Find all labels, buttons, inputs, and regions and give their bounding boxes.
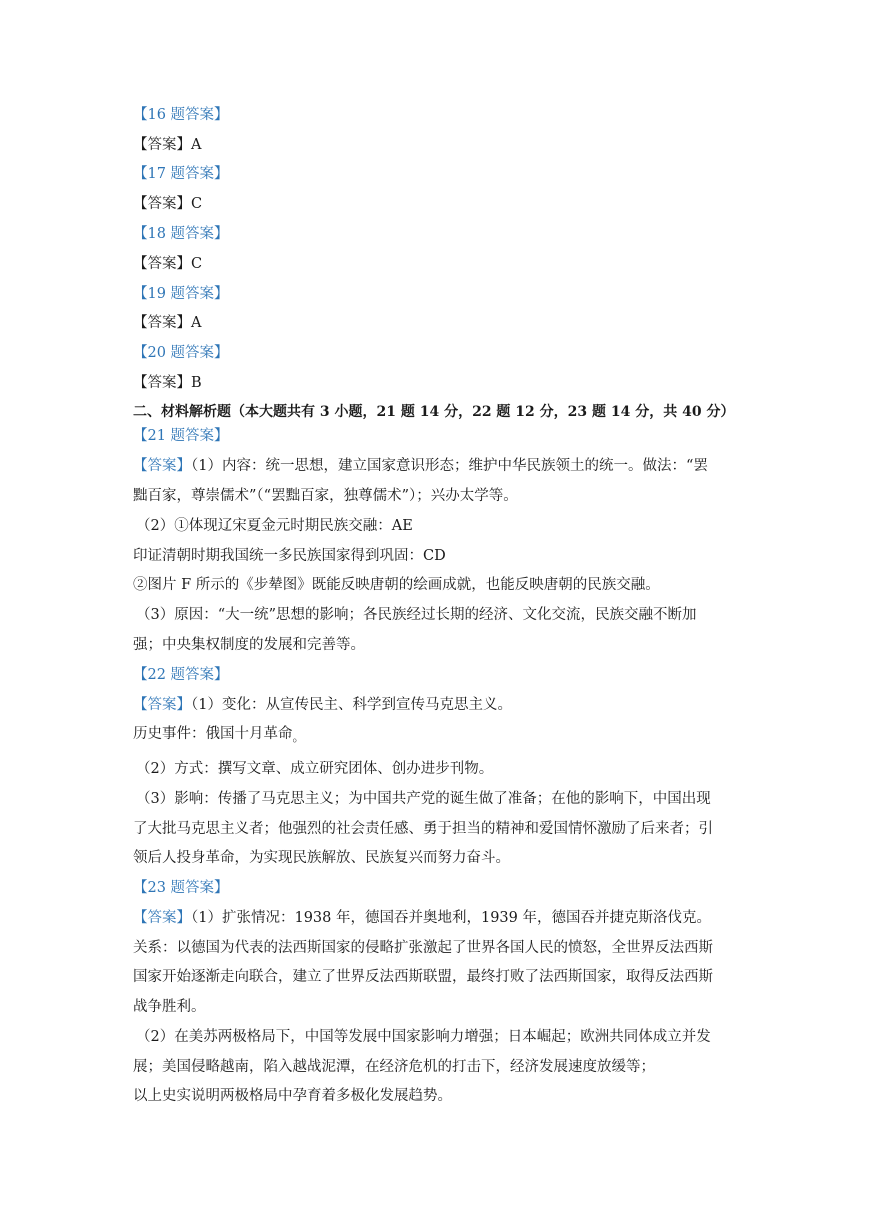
q23-line-2: 关系：以德国为代表的法西斯国家的侵略扩张激起了世界各国人民的愤怒，全世界反法西斯 (133, 940, 713, 956)
q22-line-3: （2）方式：撰写文章、成立研究团体、创办进步刊物。 (136, 761, 494, 777)
q21-line-6: （3）原因：“大一统”思想的影响；各民族经过长期的经济、文化交流，民族交融不断加 (136, 607, 697, 623)
q21-line-3: （2）①体现辽宋夏金元时期民族交融：AE (136, 518, 413, 534)
q22-heading: 【22 题答案】 (133, 667, 229, 683)
q21-line-7: 强；中央集权制度的发展和完善等。 (133, 637, 365, 653)
q23-heading: 【23 题答案】 (133, 880, 229, 896)
q18-answer: 【答案】C (133, 256, 203, 272)
q17-answer: 【答案】C (133, 196, 203, 212)
answer-tag: 【答案】 (133, 458, 191, 474)
q17-heading: 【17 题答案】 (133, 166, 229, 182)
q19-answer: 【答案】A (133, 315, 202, 331)
q22-line-6: 领后人投身革命，为实现民族解放、民族复兴而努力奋斗。 (133, 850, 510, 866)
q23-line-5: （2）在美苏两极格局下，中国等发展中国家影响力增强；日本崛起；欧洲共同体成立并发 (136, 1029, 711, 1045)
q23-text-1: （1）扩张情况：1938 年，德国吞并奥地利，1939 年，德国吞并捷克斯洛伐克。 (191, 910, 711, 926)
q20-answer: 【答案】B (133, 375, 202, 391)
q22-text-1: （1）变化：从宣传民主、科学到宣传马克思主义。 (191, 697, 512, 713)
q23-line-3: 国家开始逐渐走向联合，建立了世界反法西斯联盟，最终打败了法西斯国家，取得反法西斯 (133, 969, 713, 985)
q16-heading: 【16 题答案】 (133, 107, 229, 123)
q21-heading: 【21 题答案】 (133, 428, 229, 444)
q22-period: 。 (292, 730, 305, 744)
q22-line-2 (133, 724, 305, 747)
answer-tag: 【答案】 (133, 697, 191, 713)
q18-heading: 【18 题答案】 (133, 226, 229, 242)
q22-line-4: （3）影响：传播了马克思主义；为中国共产党的诞生做了准备；在他的影响下，中国出现 (136, 791, 711, 807)
q21-line-5: ②图片 F 所示的《步辇图》既能反映唐朝的绘画成就，也能反映唐朝的民族交融。 (133, 577, 660, 593)
q21-line-1 (133, 456, 708, 476)
q23-line-4: 战争胜利。 (133, 999, 206, 1015)
q23-line-7: 以上史实说明两极格局中孕育着多极化发展趋势。 (133, 1088, 452, 1104)
answer-tag: 【答案】 (133, 910, 191, 926)
q21-line-2: 黜百家，尊崇儒术”（“罢黜百家，独尊儒术”）；兴办太学等。 (133, 488, 518, 504)
q23-line-6: 展；美国侵略越南，陷入越战泥潭，在经济危机的打击下，经济发展速度放缓等； (133, 1059, 655, 1075)
q22-line-5: 了大批马克思主义者；他强烈的社会责任感、勇于担当的精神和爱国情怀激励了后来者；引 (133, 821, 713, 837)
q21-text-1: （1）内容：统一思想，建立国家意识形态；维护中华民族领土的统一。做法：“罢 (191, 458, 708, 474)
q23-line-1 (133, 908, 711, 928)
q16-answer: 【答案】A (133, 137, 202, 153)
q19-heading: 【19 题答案】 (133, 286, 229, 302)
q22-line-1 (133, 695, 512, 715)
section-title: 二、材料解析题（本大题共有 3 小题，21 题 14 分，22 题 12 分，23 题 14 分，共 40 分） (133, 404, 735, 420)
q22-text-2: 历史事件：俄国十月革命 (133, 726, 293, 742)
q20-heading: 【20 题答案】 (133, 345, 229, 361)
q21-line-4: 印证清朝时期我国统一多民族国家得到巩固：CD (133, 548, 446, 564)
